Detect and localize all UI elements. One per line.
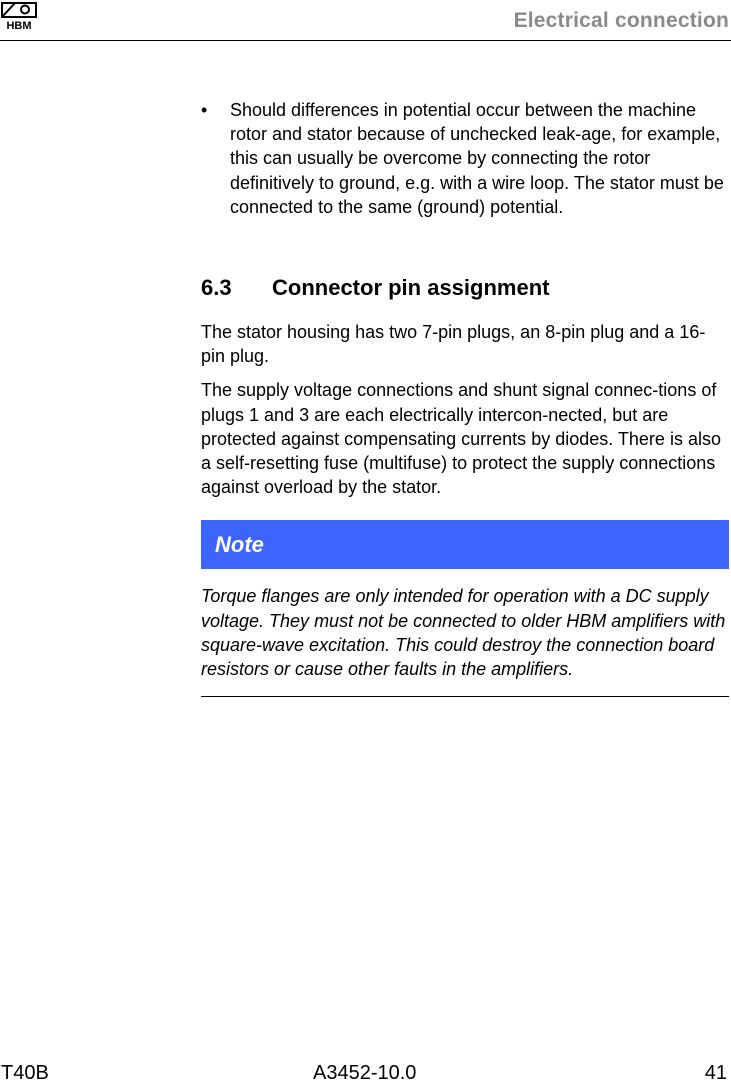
bullet-marker: • xyxy=(201,100,208,120)
paragraph: The supply voltage connections and shunt signal connec-tions of plugs 1 and 3 are each electrically intercon-nected, but are protected against compensating currents by diodes. There is also a self-resetting fuse (multifuse) to protect the supply connections against overload by the stator. xyxy=(201,380,721,498)
paragraph: The stator housing has two 7-pin plugs, an 8-pin plug and a 16-pin plug. xyxy=(201,322,706,367)
footer-page-number: 41 xyxy=(704,1062,727,1084)
section-number: 6.3 xyxy=(201,275,232,301)
section-title: Connector pin assignment xyxy=(272,275,550,301)
note-divider xyxy=(201,696,729,697)
bullet-item xyxy=(201,98,729,219)
page-content xyxy=(201,98,729,697)
note-text: Torque flanges are only intended for operation with a DC supply voltage. They must not be connected to older HBM amplifiers with square-wave excitation. This could destroy the connection board resistors or cause other faults in the amplifiers. xyxy=(201,586,726,680)
note-label: Note xyxy=(215,531,264,557)
footer-doc-number: A3452-10.0 xyxy=(313,1062,417,1084)
footer-model: T40B xyxy=(1,1062,49,1084)
note-banner xyxy=(201,520,729,569)
bullet-text: Should differences in potential occur between the machine rotor and stator because of unchecked leak-age, for example, this can usually be overcome by connecting the rotor definitively to ground, e.g. with a wire loop. The stator must be connected to the same (ground) potential. xyxy=(230,100,724,217)
logo-text: HBM xyxy=(6,20,32,30)
header-rule xyxy=(0,40,731,41)
hbm-logo-icon xyxy=(1,2,37,30)
hbm-logo xyxy=(1,2,37,30)
header-title: Electrical connection xyxy=(513,9,729,32)
section-heading xyxy=(201,274,729,302)
